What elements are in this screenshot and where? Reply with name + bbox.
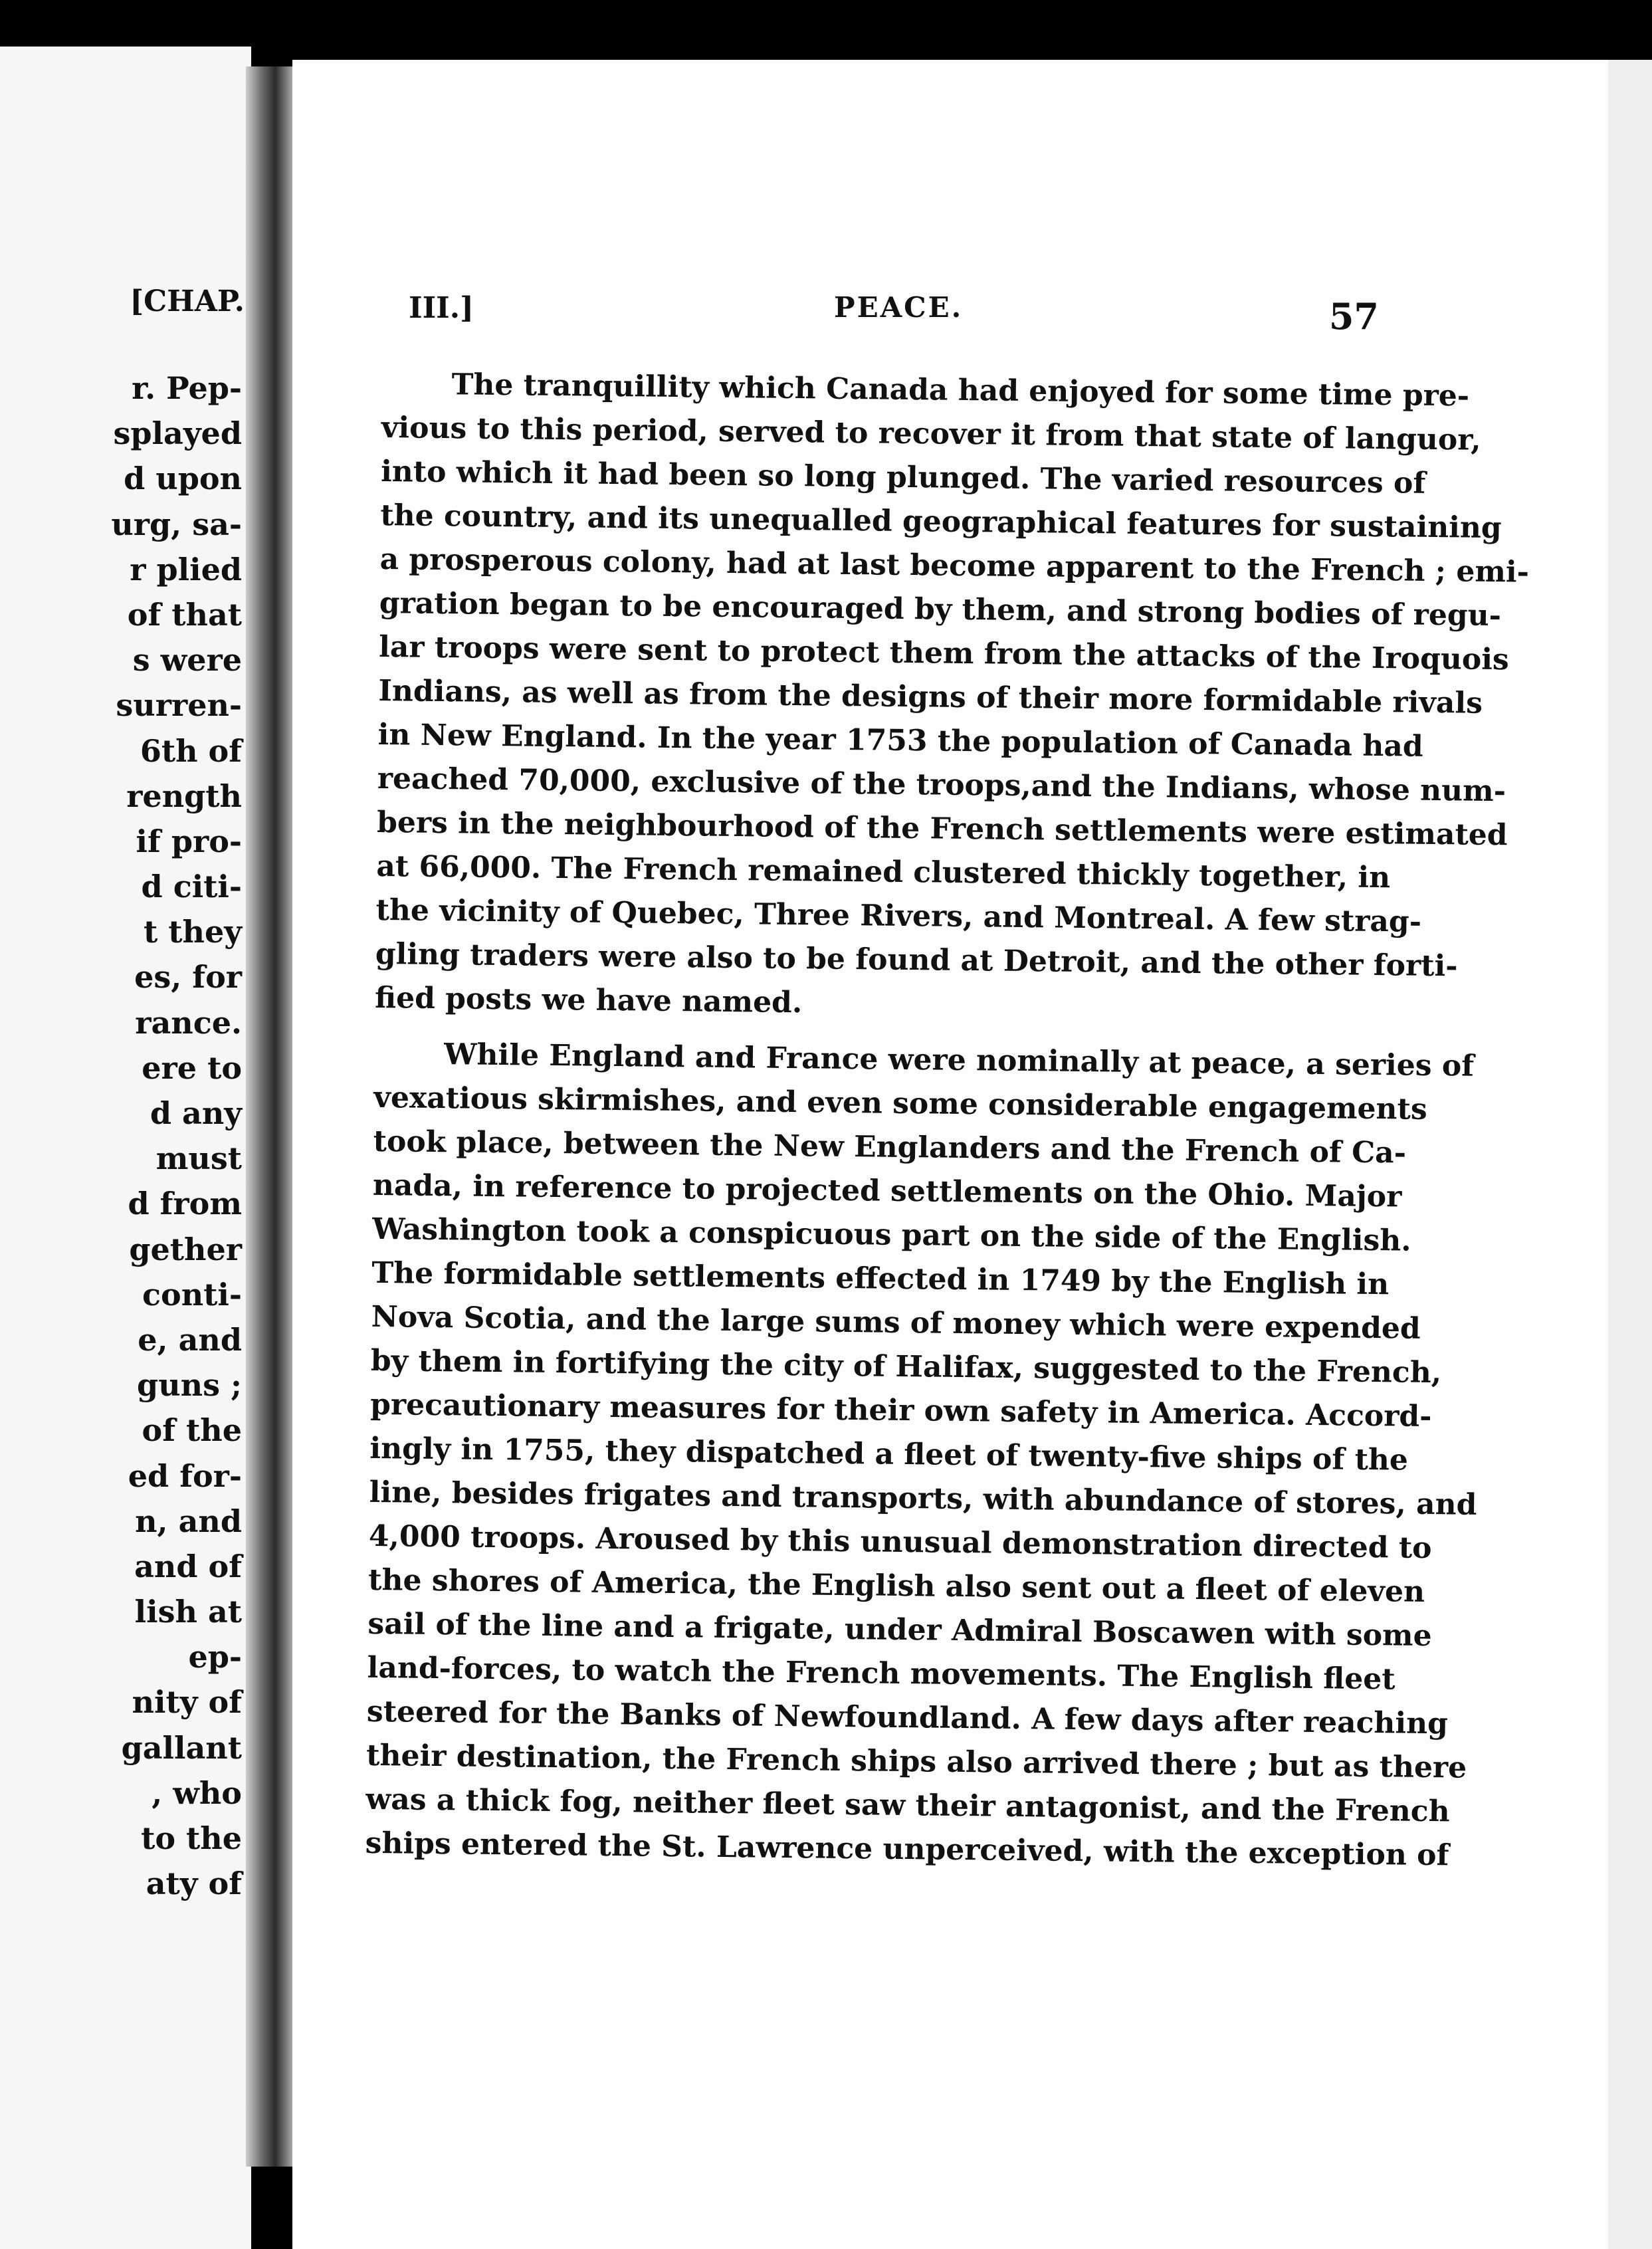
left-text-line: es, for	[134, 959, 242, 996]
text-line: vious to this period, served to recover it from that state of languor,	[381, 410, 1481, 457]
text-line: gration began to be encouraged by them, and strong bodies of regu-	[379, 586, 1502, 633]
left-text-line: surren-	[116, 687, 242, 724]
text-line: sail of the line and a frigate, under Admiral Boscawen with some	[367, 1606, 1432, 1654]
left-text-line: conti-	[142, 1276, 242, 1313]
text-line: fied posts we have named.	[374, 980, 803, 1020]
text-line: ingly in 1755, they dispatched a fleet of twenty-five ships of the	[369, 1431, 1409, 1477]
left-text-line: ep-	[188, 1639, 242, 1675]
left-text-line: s were	[132, 642, 242, 679]
left-text-line: r. Pep-	[132, 370, 242, 406]
left-text-line: n, and	[135, 1503, 242, 1539]
text-line: a prosperous colony, had at last become apparent to the French ; emi-	[379, 542, 1530, 589]
text-line: the vicinity of Quebec, Three Rivers, and Montreal. A few strag-	[375, 893, 1422, 939]
page-number: 57	[1328, 295, 1379, 338]
left-text-line: 6th of	[140, 732, 242, 769]
text-line: took place, between the New Englanders and the French of Ca-	[373, 1124, 1407, 1170]
left-text-line: ere to	[142, 1049, 242, 1086]
left-text-line: lish at	[134, 1594, 242, 1630]
text-line: their destination, the French ships also arrived there ; but as there	[365, 1738, 1467, 1785]
left-text-line: guns ;	[137, 1367, 242, 1404]
left-text-line: ed for-	[128, 1457, 242, 1494]
text-line: Indians, as well as from the designs of their more formidable rivals	[378, 673, 1483, 720]
left-text-line: t they	[144, 914, 242, 950]
left-text-line: of the	[142, 1412, 242, 1449]
left-running-head: [CHAP.	[130, 284, 245, 318]
left-text-line: must	[155, 1140, 242, 1177]
left-text-line: to the	[141, 1820, 242, 1856]
text-line: at 66,000. The French remained clustered thickly together, in	[376, 849, 1391, 895]
left-text-line: splayed	[113, 415, 242, 452]
left-text-line: d from	[128, 1186, 242, 1222]
text-line: nada, in reference to projected settlements on the Ohio. Major	[372, 1168, 1402, 1214]
left-text-line: nity of	[132, 1684, 242, 1721]
text-line: precautionary measures for their own safety in America. Accord-	[369, 1387, 1432, 1434]
text-line: gling traders were also to be found at Detroit, and the other forti-	[375, 936, 1458, 984]
text-line: by them in fortifying the city of Halifax, suggested to the French,	[370, 1343, 1442, 1390]
text-line: was a thick fog, neither fleet saw their antagonist, and the French	[365, 1782, 1450, 1829]
left-text-line: rance.	[135, 1004, 242, 1041]
page-title: PEACE.	[834, 291, 964, 324]
left-text-line: d any	[150, 1095, 242, 1131]
text-line: vexatious skirmishes, and even some considerable engagements	[373, 1080, 1427, 1126]
left-text-line: gether	[129, 1231, 242, 1267]
text-line: ships entered the St. Lawrence unperceived, with the exception of	[365, 1826, 1449, 1873]
text-line: reached 70,000, exclusive of the troops,and the Indians, whose num-	[377, 761, 1506, 809]
book-gutter	[246, 66, 299, 2167]
text-line: bers in the neighbourhood of the French settlements were estimated	[376, 805, 1508, 853]
left-text-line: , who	[152, 1774, 242, 1811]
running-head	[409, 291, 1379, 338]
left-text-line: d upon	[124, 461, 242, 497]
text-line: While England and France were nominally at peace, a series of	[443, 1037, 1475, 1083]
left-text-line: aty of	[146, 1866, 242, 1902]
left-page-text	[111, 366, 242, 1906]
text-line: The tranquillity which Canada had enjoyed for some time pre-	[451, 368, 1470, 413]
text-line: in New England. In the year 1753 the population of Canada had	[377, 717, 1423, 764]
text-line: 4,000 troops. Aroused by this unusual demonstration directed to	[368, 1519, 1432, 1566]
text-line: the country, and its unequalled geographical features for sustaining	[380, 498, 1502, 546]
left-text-line: rength	[126, 778, 242, 814]
text-line: line, besides frigates and transports, with abundance of stores, and	[369, 1475, 1477, 1522]
chapter-marker: III.]	[409, 291, 474, 325]
text-line: lar troops were sent to protect them from the attacks of the Iroquois	[378, 629, 1510, 677]
left-text-line: urg, sa-	[111, 506, 242, 542]
left-text-line: r plied	[130, 551, 242, 588]
left-text-line: if pro-	[136, 823, 242, 859]
left-text-line: and of	[134, 1548, 242, 1584]
left-text-line: e, and	[138, 1321, 242, 1358]
left-text-line: d citi-	[141, 869, 242, 905]
text-line: Nova Scotia, and the large sums of money which were expended	[371, 1299, 1421, 1346]
page-edge	[1608, 60, 1652, 2249]
text-line: into which it had been so long plunged. The varied resources of	[380, 454, 1426, 500]
text-line: land-forces, to watch the French movements. The English fleet	[367, 1650, 1395, 1697]
text-line: The formidable settlements effected in 1749 by the English in	[371, 1255, 1390, 1302]
left-page-fragment	[0, 47, 251, 2249]
left-text-line: gallant	[121, 1729, 242, 1766]
text-line: Washington took a conspicuous part on the side of the English.	[371, 1212, 1411, 1258]
text-line: the shores of America, the English also sent out a fleet of eleven	[367, 1562, 1425, 1609]
text-line: steered for the Banks of Newfoundland. A few days after reaching	[366, 1694, 1449, 1741]
left-text-line: of that	[127, 596, 242, 633]
body-text	[365, 362, 1530, 1877]
